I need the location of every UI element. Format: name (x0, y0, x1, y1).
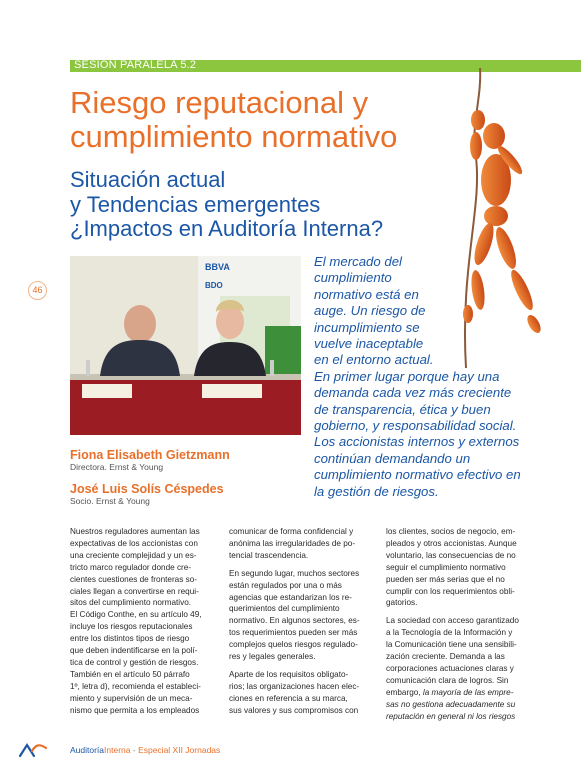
quote-line: Los accionistas internos y externos (314, 434, 520, 450)
quote-line: en el entorno actual. (314, 352, 434, 368)
quote-line: normativo está en (314, 286, 419, 302)
text-line: cumplir con los requerimientos obli- (386, 586, 515, 596)
text-line: La sociedad con acceso garantizado (386, 616, 519, 626)
subtitle-line: y Tendencias emergentes (70, 191, 321, 217)
quote-line: gobierno, y responsabilidad social. (314, 418, 517, 434)
author-role: Socio. Ernst & Young (70, 496, 150, 506)
text-line: comunicar de forma confidencial y (229, 527, 354, 536)
author-role: Directora. Ernst & Young (70, 462, 164, 472)
footer-issue: Especial XII Jornadas (138, 745, 221, 755)
text-fragment: embargo, (386, 687, 423, 697)
text-line: 1º, letra d), recomienda el estableci- (70, 681, 201, 691)
section-label: SESIÓN PARALELA 5.2 (74, 59, 197, 71)
text-line: agencias que estandarizan los re- (229, 592, 352, 602)
paragraph (229, 526, 368, 562)
text-line: entre los distintos tipos de riesgo (70, 634, 190, 644)
text-line: los clientes, socios de negocio, em- (386, 527, 516, 536)
text-line: incluye los riesgos reputacionales (70, 622, 193, 632)
text-line: tricto marco regulador donde cre- (70, 562, 192, 572)
quote-line: incumplimiento se (314, 319, 420, 335)
page-number: 46 (28, 281, 47, 300)
text-line: querimientos del cumplimiento (229, 604, 340, 614)
paragraph (229, 568, 368, 663)
text-line: expectativas de los accionistas con (70, 538, 198, 548)
quote-line: cumplimiento (314, 270, 392, 286)
italic-fragment: la mayoría de las empre- (422, 687, 514, 697)
text-line: tica de control y gestión de riesgos. (70, 657, 199, 667)
text-line: gatorios. (386, 598, 418, 608)
banner-text-2: BDO (205, 281, 223, 290)
author-name: José Luis Solís Céspedes (70, 482, 224, 496)
paragraph (386, 615, 525, 722)
quote-line: la gestión de riesgos. (314, 483, 439, 499)
text-line: sitos del cumplimiento normativo. (70, 598, 192, 608)
paragraph (229, 669, 368, 717)
auditoria-logo-icon (18, 742, 48, 758)
text-line: tos requerimientos pueden ser más (229, 628, 358, 638)
italic-line: sas no gestiona adecuadamente su (386, 699, 516, 709)
text-line: seguir el cumplimiento normativo (386, 562, 506, 572)
body-column-2 (229, 526, 368, 723)
author-name: Fiona Elisabeth Gietzmann (70, 448, 230, 462)
author-block (70, 448, 230, 472)
body-column-3 (386, 526, 525, 729)
text-line: Aparte de los requisitos obligato- (229, 669, 349, 679)
page-title (70, 86, 480, 154)
footer-separator: - (130, 745, 139, 755)
quote-line: vuelve inaceptable (314, 336, 424, 352)
text-line: la Comunicación tiene una sensibili- (386, 640, 517, 650)
text-line: que deben indentificarse en la polí- (70, 646, 198, 656)
body-column-1 (70, 526, 209, 723)
title-line: cumplimiento normativo (70, 119, 398, 154)
text-line: cientes cuestiones de fronteras so- (70, 574, 197, 584)
text-line: normativo. En algunos sectores, es- (229, 616, 360, 626)
conference-photo (70, 256, 301, 435)
text-line: nismo que permita a los empleados (70, 705, 200, 715)
quote-line: de transparencia, ética y buen (314, 401, 491, 417)
text-line: una creciente complejidad y un es- (70, 550, 197, 560)
text-line: complejos quelos riesgos regulado- (229, 640, 358, 650)
subtitle-line: Situación actual (70, 167, 226, 192)
footer-brand-b: Interna (104, 745, 131, 755)
author-block (70, 482, 224, 506)
subtitle-line: ¿Impactos en Auditoría Interna? (70, 216, 384, 241)
text-line: Nuestros reguladores aumentan las (70, 527, 200, 536)
text-line: a la Tecnología de la Información y (386, 628, 513, 638)
page-subtitle (70, 168, 430, 242)
text-line: corporaciones actuaciones claras y (386, 663, 514, 673)
title-line: Riesgo reputacional y (70, 85, 369, 120)
intro-quote (314, 254, 538, 500)
text-line: ciones en referencia a su marca, (229, 693, 348, 703)
text-line: pueden ser más serias que el no (386, 574, 505, 584)
quote-line: En primer lugar porque hay una (314, 368, 500, 384)
text-line: El Código Conthe, en su artículo 49, (70, 610, 202, 620)
paragraph (386, 526, 525, 609)
text-line: voluntario, las consecuencias de no (386, 550, 516, 560)
text-line: miento y supervisión de un meca- (70, 693, 193, 703)
text-line: zación creciente. Demanda a las (386, 652, 505, 662)
footer-brand-a: Auditoría (70, 745, 105, 755)
text-line: En segundo lugar, muchos sectores (229, 568, 360, 578)
text-line: res y legales generales. (229, 652, 316, 662)
italic-line: reputación en general ni los riesgos (386, 711, 516, 721)
paragraph (70, 526, 209, 717)
text-line: pleados y otros accionistas. Aunque (386, 538, 517, 548)
text-line: También en el artículo 50 párrafo (70, 669, 190, 679)
quote-line: El mercado del (314, 254, 402, 269)
text-line: rios; las organizaciones hacen elec- (229, 681, 360, 691)
quote-line: demanda cada vez más creciente (314, 385, 512, 401)
quote-line: cumplimiento normativo efectivo en (314, 467, 521, 483)
text-line: sus valores y sus compromisos con (229, 705, 359, 715)
text-line: ciales llegan a convertirse en requi- (70, 586, 199, 596)
text-line: tencial trascendencia. (229, 550, 309, 560)
text-line (386, 687, 525, 699)
text-line: comunicación clara de logros. Sin (386, 675, 509, 685)
quote-line: auge. Un riesgo de (314, 303, 426, 319)
text-line: están regulados por una o más (229, 580, 342, 590)
banner-text-1: BBVA (205, 262, 230, 272)
quote-line: continúan demandando un (314, 450, 471, 466)
footer-text (70, 745, 220, 755)
text-line: anónima las irregularidades de po- (229, 538, 356, 548)
